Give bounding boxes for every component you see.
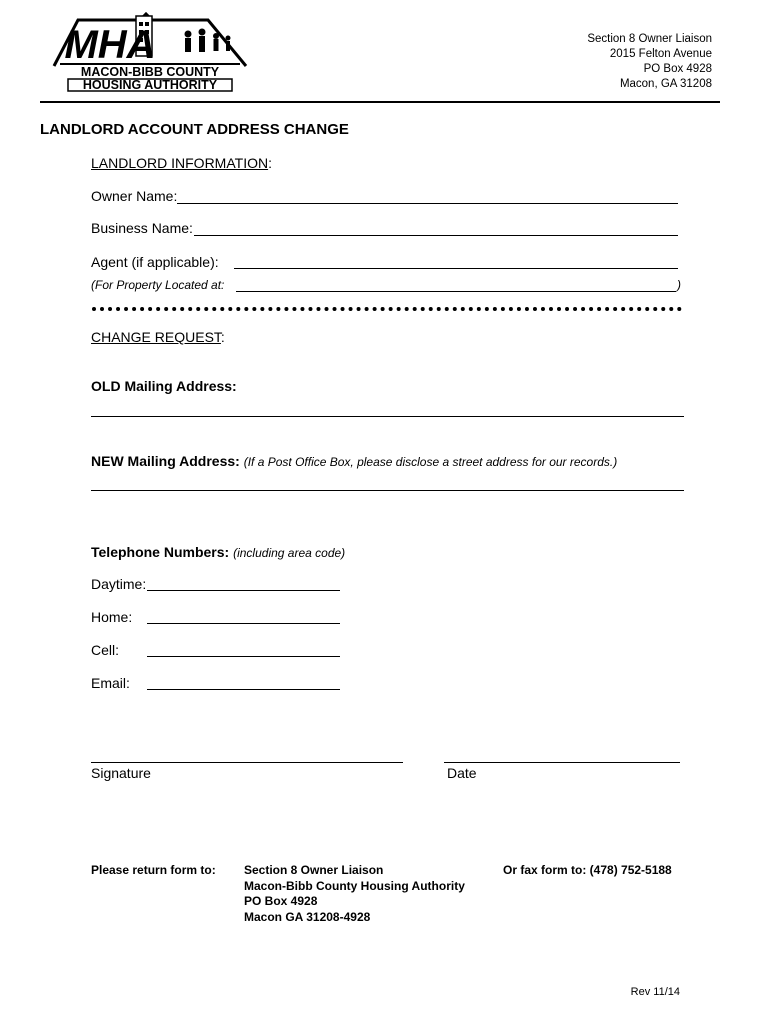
old-address-label: OLD Mailing Address: bbox=[91, 378, 237, 394]
phone-heading: Telephone Numbers: (including area code) bbox=[91, 544, 346, 560]
owner-name-field[interactable] bbox=[177, 203, 678, 204]
return-address-line: Macon GA 31208-4928 bbox=[244, 909, 371, 924]
property-field[interactable] bbox=[236, 291, 676, 292]
old-address-field[interactable] bbox=[91, 416, 684, 417]
new-address-note: (If a Post Office Box, please disclose a street address for our records.) bbox=[243, 455, 618, 469]
return-address-line: PO Box 4928 bbox=[244, 894, 318, 908]
logo-line1: MACON-BIBB COUNTY bbox=[80, 65, 220, 79]
property-label: (For Property Located at: bbox=[91, 278, 225, 292]
address-line: Section 8 Owner Liaison bbox=[587, 33, 712, 45]
header-divider bbox=[40, 101, 720, 103]
logo-line2: HOUSING AUTHORITY bbox=[82, 78, 218, 92]
landlord-heading: LANDLORD INFORMATION: bbox=[91, 155, 272, 171]
property-close: ) bbox=[677, 278, 681, 292]
cell-field[interactable] bbox=[147, 656, 340, 657]
daytime-label: Daytime: bbox=[91, 576, 147, 592]
housing-authority-logo bbox=[50, 12, 250, 92]
owner-name-label: Owner Name: bbox=[91, 188, 178, 204]
new-address-row bbox=[91, 453, 617, 469]
address-line: 2015 Felton Avenue bbox=[609, 48, 712, 60]
daytime-field[interactable] bbox=[147, 590, 340, 591]
return-address-line: Macon-Bibb County Housing Authority bbox=[244, 878, 465, 893]
new-address-label: NEW Mailing Address: bbox=[91, 453, 240, 469]
form-title: LANDLORD ACCOUNT ADDRESS CHANGE bbox=[40, 121, 349, 138]
cell-label: Cell: bbox=[91, 642, 120, 658]
address-line: Macon, GA 31208 bbox=[619, 78, 712, 90]
fax-info: Or fax form to: (478) 752-5188 bbox=[503, 863, 672, 877]
return-label: Please return form to: bbox=[91, 863, 216, 877]
logo-letters: MHA bbox=[64, 23, 156, 67]
return-address-line: Section 8 Owner Liaison bbox=[244, 863, 384, 877]
signature-field[interactable] bbox=[91, 762, 403, 763]
header-address bbox=[587, 32, 712, 92]
logo-graphic bbox=[50, 12, 250, 92]
new-address-field[interactable] bbox=[91, 490, 684, 491]
home-label: Home: bbox=[91, 609, 133, 625]
change-heading: CHANGE REQUEST: bbox=[91, 329, 225, 345]
date-label: Date bbox=[447, 765, 477, 781]
agent-label: Agent (if applicable): bbox=[91, 254, 219, 270]
agent-field[interactable] bbox=[234, 268, 678, 269]
section-separator bbox=[92, 307, 682, 311]
email-field[interactable] bbox=[147, 689, 340, 690]
revision-label: Rev 11/14 bbox=[630, 986, 680, 998]
home-field[interactable] bbox=[147, 623, 340, 624]
date-field[interactable] bbox=[444, 762, 680, 763]
email-label: Email: bbox=[91, 675, 130, 691]
business-name-label: Business Name: bbox=[91, 220, 193, 236]
signature-label: Signature bbox=[91, 765, 151, 781]
return-address bbox=[244, 863, 465, 925]
business-name-field[interactable] bbox=[194, 235, 678, 236]
address-line: PO Box 4928 bbox=[643, 63, 712, 75]
